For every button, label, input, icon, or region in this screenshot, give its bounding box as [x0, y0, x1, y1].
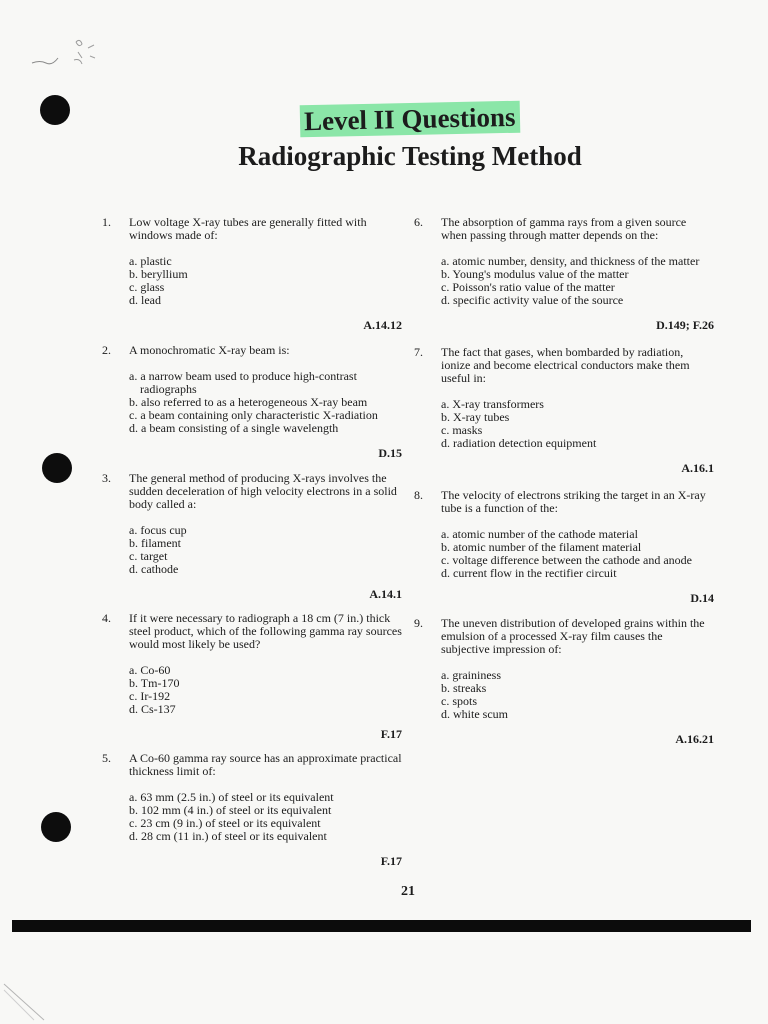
answer-option: d. radiation detection equipment [441, 436, 597, 450]
answer-reference: D.149; F.26 [656, 318, 714, 332]
page-number: 21 [401, 884, 415, 899]
pen-scribble-mark [18, 30, 108, 85]
question-stem: A monochromatic X-ray beam is: [129, 343, 290, 357]
question-item [414, 216, 714, 332]
answer-reference: A.14.12 [363, 318, 402, 332]
answer-options [441, 255, 714, 307]
answer-option: c. Poisson's ratio value of the matter [441, 280, 615, 294]
question-stem: Low voltage X-ray tubes are generally fitted with windows made of: [129, 215, 367, 242]
page-title-highlighted: Level II Questions [300, 101, 520, 138]
answer-option: a. a narrow beam used to produce high-contrast radiographs [129, 369, 357, 396]
answer-option: b. beryllium [129, 267, 188, 281]
bottom-scan-bar [12, 920, 751, 932]
question-stem: If it were necessary to radiograph a 18 cm (7 in.) thick steel product, which of the following gamma ray sources would most likely be used? [129, 611, 402, 651]
question-item [102, 344, 402, 460]
question-stem: The absorption of gamma rays from a given source when passing through matter depends on the: [441, 215, 687, 242]
answer-reference: A.16.21 [675, 732, 714, 746]
question-item [102, 472, 402, 601]
answer-option: a. atomic number, density, and thickness of the matter [441, 254, 700, 268]
answer-options [441, 528, 714, 580]
answer-option: a. atomic number of the cathode material [441, 527, 638, 541]
answer-option: a. graininess [441, 668, 501, 682]
question-item [102, 216, 402, 332]
question-stem: A Co-60 gamma ray source has an approximate practical thickness limit of: [129, 751, 402, 778]
page-subtitle: Radiographic Testing Method [238, 141, 582, 171]
question-stem: The general method of producing X-rays involves the sudden deceleration of high velocity electrons in a solid body called a: [129, 471, 397, 511]
answer-reference: F.17 [380, 854, 402, 868]
answer-options [129, 524, 402, 576]
answer-option: d. cathode [129, 562, 179, 576]
corner-fold-line [0, 976, 60, 1024]
answer-option: c. masks [441, 423, 483, 437]
answer-option: a. 63 mm (2.5 in.) of steel or its equivalent [129, 790, 334, 804]
answer-option: c. 23 cm (9 in.) of steel or its equivalent [129, 816, 321, 830]
answer-option: d. 28 cm (11 in.) of steel or its equivalent [129, 829, 327, 843]
question-number: 9. [414, 616, 423, 630]
question-number: 6. [414, 215, 423, 229]
answer-options [129, 370, 402, 435]
question-number: 1. [102, 215, 111, 229]
question-number: 2. [102, 343, 111, 357]
answer-option: b. 102 mm (4 in.) of steel or its equivalent [129, 803, 332, 817]
question-item [414, 617, 714, 746]
question-item [102, 752, 402, 868]
answer-option: a. plastic [129, 254, 172, 268]
answer-options [129, 791, 402, 843]
answer-option: c. voltage difference between the cathode and anode [441, 553, 692, 567]
answer-reference: A.16.1 [681, 461, 714, 475]
question-stem: The uneven distribution of developed grains within the emulsion of a processed X-ray film causes the subjective impression of: [441, 616, 705, 656]
question-column-left [102, 216, 402, 868]
answer-option: c. target [129, 549, 168, 563]
binder-hole-middle [42, 453, 72, 483]
question-item [414, 489, 714, 605]
question-number: 8. [414, 488, 423, 502]
answer-option: b. also referred to as a heterogeneous X-ray beam [129, 395, 368, 409]
answer-options [441, 398, 714, 450]
answer-reference: D.14 [690, 591, 714, 605]
answer-option: a. focus cup [129, 523, 187, 537]
answer-option: b. Tm-170 [129, 676, 180, 690]
answer-option: b. filament [129, 536, 181, 550]
answer-option: b. Young's modulus value of the matter [441, 267, 629, 281]
answer-option: d. lead [129, 293, 161, 307]
answer-option: c. a beam containing only characteristic X-radiation [129, 408, 378, 422]
answer-option: d. white scum [441, 707, 508, 721]
answer-option: b. streaks [441, 681, 487, 695]
binder-hole-bottom [41, 812, 71, 842]
answer-option: b. X-ray tubes [441, 410, 510, 424]
answer-options [129, 255, 402, 307]
question-stem: The velocity of electrons striking the target in an X-ray tube is a function of the: [441, 488, 706, 515]
answer-reference: D.15 [378, 446, 402, 460]
question-number: 3. [102, 471, 111, 485]
question-item [102, 612, 402, 741]
answer-option: b. atomic number of the filament material [441, 540, 642, 554]
question-item [414, 346, 714, 475]
question-number: 5. [102, 751, 111, 765]
question-column-right [414, 216, 714, 746]
answer-option: a. X-ray transformers [441, 397, 544, 411]
answer-option: d. current flow in the rectifier circuit [441, 566, 617, 580]
answer-option: c. spots [441, 694, 477, 708]
question-number: 7. [414, 345, 423, 359]
answer-option: a. Co-60 [129, 663, 171, 677]
answer-reference: F.17 [380, 727, 402, 741]
answer-option: c. glass [129, 280, 165, 294]
answer-option: d. specific activity value of the source [441, 293, 624, 307]
answer-option: d. Cs-137 [129, 702, 176, 716]
question-number: 4. [102, 611, 111, 625]
answer-option: d. a beam consisting of a single wavelength [129, 421, 339, 435]
answer-options [129, 664, 402, 716]
question-stem: The fact that gases, when bombarded by radiation, ionize and become electrical conductors make them useful in: [441, 345, 690, 385]
title-block [0, 103, 768, 173]
answer-options [441, 669, 714, 721]
answer-option: c. Ir-192 [129, 689, 171, 703]
answer-reference: A.14.1 [369, 587, 402, 601]
